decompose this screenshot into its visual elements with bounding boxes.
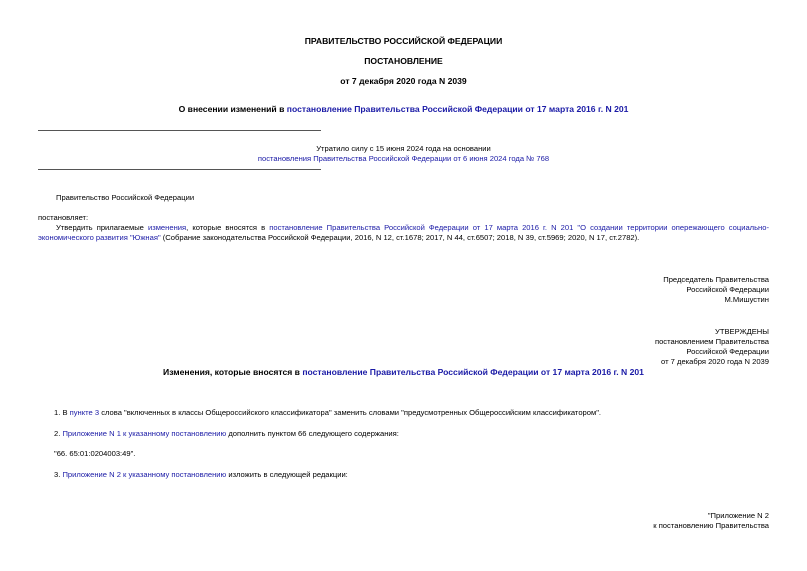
approved-line1: УТВЕРЖДЕНЫ: [715, 327, 769, 336]
decrees-text: постановляет:: [38, 213, 89, 222]
divider-bottom: [38, 169, 321, 170]
status-note-line1: Утратило силу с 15 июня 2024 года на основании: [316, 144, 491, 153]
subject-title: [0, 104, 807, 116]
doc-type-heading: ПОСТАНОВЛЕНИЕ: [364, 56, 443, 66]
divider-top: [38, 130, 321, 131]
subject-link[interactable]: постановление Правительства Российской Федерации от 17 марта 2016 г. N 201: [286, 104, 629, 114]
item-1-link[interactable]: пункте 3: [69, 408, 100, 417]
item-3-link[interactable]: Приложение N 2 к указанному постановлению: [62, 470, 227, 479]
approve-mid: , которые вносятся в: [186, 223, 270, 232]
signature-line2: Российской Федерации: [686, 285, 769, 294]
changes-title-link[interactable]: постановление Правительства Российской Федерации от 17 марта 2016 г. N 201: [302, 367, 644, 377]
item-2-link[interactable]: Приложение N 1 к указанному постановлению: [62, 429, 227, 438]
item-2-quote: "66. 65:01:0204003:49".: [54, 449, 136, 458]
approve-prefix: Утвердить прилагаемые: [56, 223, 148, 232]
appendix-line2: к постановлению Правительства: [653, 521, 769, 530]
changes-title-prefix: Изменения, которые вносятся в: [163, 367, 303, 377]
item-3-suffix: изложить в следующей редакции:: [226, 470, 348, 479]
authority-heading: ПРАВИТЕЛЬСТВО РОССИЙСКОЙ ФЕДЕРАЦИИ: [304, 36, 503, 46]
item-3-prefix: 3.: [54, 470, 63, 479]
approved-line2: постановлением Правительства: [654, 337, 769, 346]
item-1-suffix: слова "включенных в классы Общероссийского классификатора" заменить словами "предусмотренных Общероссийским классификатором".: [99, 408, 602, 417]
approved-line3: Российской Федерации: [686, 347, 769, 356]
changes-title: [0, 367, 807, 379]
status-note-link[interactable]: постановления Правительства Российской Федерации от 6 июня 2024 года № 768: [257, 154, 550, 163]
approved-line4: от 7 декабря 2020 года N 2039: [661, 357, 769, 366]
appendix-line1: "Приложение N 2: [707, 511, 769, 520]
item-2-prefix: 2.: [54, 429, 63, 438]
item-1: [54, 408, 601, 418]
item-2-suffix: дополнить пунктом 66 следующего содержания:: [226, 429, 399, 438]
approve-paragraph: [38, 223, 769, 244]
signature-line1: Председатель Правительства: [663, 275, 769, 284]
item-1-prefix: 1. В: [54, 408, 70, 417]
government-text: Правительство Российской Федерации: [56, 193, 195, 202]
resolution-201-link[interactable]: постановление Правительства Российской Федерации от 17 марта 2016 г. N 201 "О создании территории опережающего социально-экономического развития "Южная": [38, 223, 770, 243]
date-number-heading: от 7 декабря 2020 года N 2039: [340, 76, 467, 86]
item-2: [54, 429, 399, 439]
signature-name: М.Мишустин: [724, 295, 769, 304]
subject-prefix: О внесении изменений в: [178, 104, 287, 114]
item-3: [54, 470, 348, 480]
changes-link[interactable]: изменения: [147, 223, 187, 232]
approve-suffix: (Собрание законодательства Российской Федерации, 2016, N 12, ст.1678; 2017, N 44, ст.6507; 2018, N 39, ст.5969; 2020, N 17, ст.2782).: [160, 233, 640, 243]
